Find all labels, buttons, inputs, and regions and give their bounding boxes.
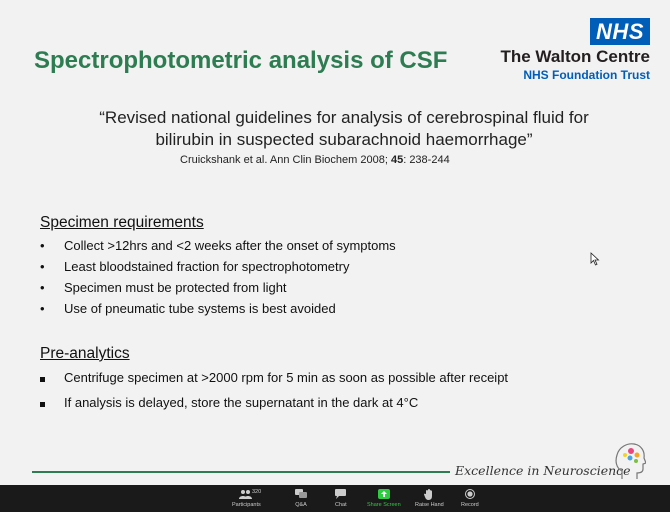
pre-analytics-list <box>40 367 508 413</box>
record-label: Record <box>461 502 479 508</box>
bullet-icon: • <box>40 238 45 253</box>
share-screen-label: Share Screen <box>367 502 401 508</box>
list-item <box>40 367 508 392</box>
citation <box>180 154 450 166</box>
quote-line-1: “Revised national guidelines for analysis of cerebrospinal fluid for <box>99 108 589 127</box>
record-icon <box>465 487 475 501</box>
raise-hand-label: Raise Hand <box>415 502 444 508</box>
qa-label: Q&A <box>295 502 307 508</box>
square-bullet-icon <box>40 392 45 413</box>
share-screen-button[interactable] <box>367 487 401 508</box>
list-item <box>40 256 396 277</box>
logo-trust-name: NHS Foundation Trust <box>523 68 650 82</box>
raise-hand-icon <box>424 487 434 501</box>
specimen-requirements-list <box>40 235 396 319</box>
qa-icon <box>295 487 307 501</box>
list-item <box>40 235 396 256</box>
slide-title: Spectrophotometric analysis of CSF <box>34 47 448 74</box>
chat-label: Chat <box>335 502 347 508</box>
nhs-logo: NHS <box>590 18 650 45</box>
citation-pages: : 238-244 <box>403 154 450 166</box>
qa-button[interactable] <box>295 487 307 508</box>
list-item <box>40 298 396 319</box>
mouse-cursor-icon <box>590 252 600 266</box>
bullet-icon: • <box>40 301 45 316</box>
record-button[interactable] <box>461 487 479 508</box>
raise-hand-button[interactable] <box>415 487 444 508</box>
chat-button[interactable] <box>335 487 347 508</box>
citation-volume: 45 <box>390 154 404 166</box>
bullet-icon: • <box>40 280 45 295</box>
brain-head-icon <box>612 441 646 481</box>
guideline-quote <box>64 107 624 151</box>
pre-analytics-heading: Pre-analytics <box>40 345 130 362</box>
list-item <box>40 277 396 298</box>
list-item-text: Use of pneumatic tube systems is best avoided <box>64 301 336 316</box>
chat-icon <box>335 487 346 501</box>
footer-tagline: Excellence in Neuroscience <box>455 463 631 478</box>
footer-divider <box>32 471 450 473</box>
participants-label: Participants <box>232 502 261 508</box>
list-item-text: Specimen must be protected from light <box>64 280 287 295</box>
participants-button[interactable] <box>232 487 261 508</box>
list-item-text: Least bloodstained fraction for spectrophotometry <box>64 259 350 274</box>
walton-centre-logo <box>465 18 650 88</box>
logo-organisation-name: The Walton Centre <box>500 47 650 66</box>
participants-count: 320 <box>252 489 262 495</box>
quote-line-2: bilirubin in suspected subarachnoid haemorrhage” <box>155 130 533 149</box>
citation-text: Cruickshank et al. Ann Clin Biochem 2008; <box>180 154 391 166</box>
share-screen-icon <box>378 487 390 501</box>
list-item <box>40 392 508 413</box>
bullet-icon: • <box>40 259 45 274</box>
list-item-text: If analysis is delayed, store the supernatant in the dark at 4°C <box>64 395 419 410</box>
specimen-requirements-heading: Specimen requirements <box>40 214 204 231</box>
list-item-text: Collect >12hrs and <2 weeks after the onset of symptoms <box>64 238 396 253</box>
list-item-text: Centrifuge specimen at >2000 rpm for 5 min as soon as possible after receipt <box>64 370 509 385</box>
square-bullet-icon <box>40 367 45 388</box>
meeting-toolbar <box>0 485 670 512</box>
